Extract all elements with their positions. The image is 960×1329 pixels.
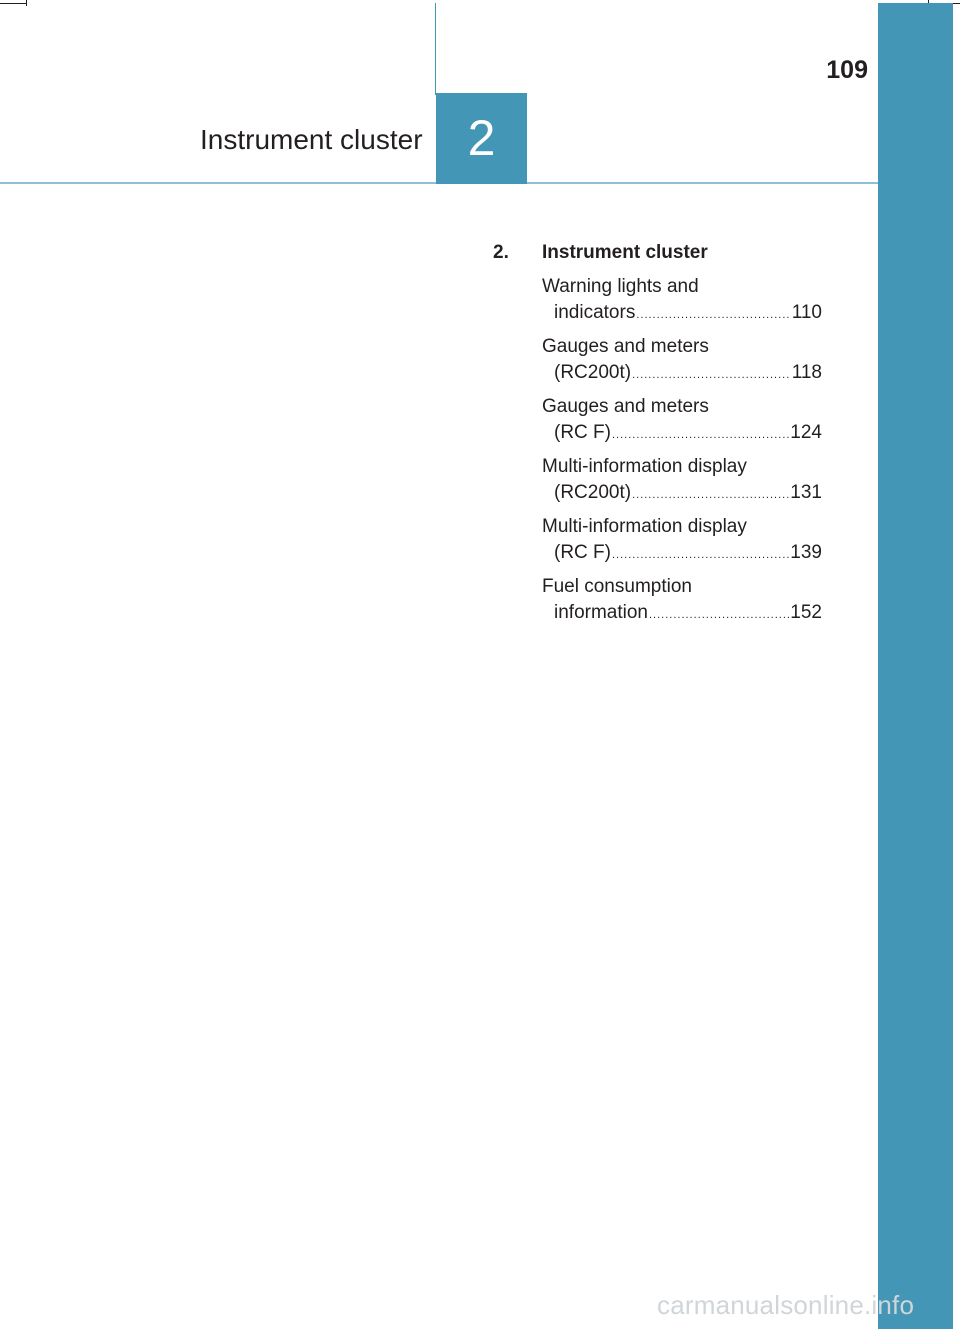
toc-entry-subtitle: (RC200t): [554, 482, 632, 503]
toc-leader-dots: [649, 602, 789, 628]
toc-entry-fuel-consumption[interactable]: [542, 574, 822, 628]
toc-entry-subtitle: information: [554, 602, 648, 623]
chapter-title: Instrument cluster: [200, 124, 423, 155]
toc-entry-title: Gauges and meters: [542, 336, 709, 357]
toc-entry-title: Gauges and meters: [542, 396, 709, 417]
crop-mark: [26, 0, 27, 6]
toc-entry-title: Multi-information display: [542, 516, 747, 537]
toc-entry-page: 124: [790, 422, 822, 443]
watermark-text: carmanualsonline.info: [657, 1290, 915, 1320]
toc-leader-dots: [632, 482, 789, 508]
toc-entry-page: 110: [791, 302, 822, 323]
toc-entry-subtitle: indicators: [554, 302, 636, 323]
toc-entry-page: 131: [790, 482, 822, 503]
toc-entry-gauges-rc200t[interactable]: [542, 334, 822, 388]
toc-entry-warning-lights[interactable]: [542, 274, 822, 328]
toc-entry-page: 139: [790, 542, 822, 563]
toc-leader-dots: [636, 302, 790, 328]
toc-entry-title: Fuel consumption: [542, 576, 692, 597]
toc-entry-mid-rcf[interactable]: [542, 514, 822, 568]
chapter-number-box: [436, 93, 527, 184]
toc-entry-page: 118: [791, 362, 822, 383]
toc-entry-subtitle: (RC200t): [554, 362, 632, 383]
toc-leader-dots: [632, 362, 791, 388]
chapter-side-tab: [878, 3, 953, 1329]
toc-entry-subtitle: (RC F): [554, 422, 611, 443]
header-divider-line: [435, 3, 436, 95]
toc-entry-title: Multi-information display: [542, 456, 747, 477]
section-title: Instrument cluster: [542, 242, 708, 263]
chapter-number: 2: [467, 110, 496, 166]
toc-leader-dots: [612, 542, 789, 568]
page-number: 109: [826, 56, 868, 84]
toc-entry-gauges-rcf[interactable]: [542, 394, 822, 448]
toc-entry-page: 152: [790, 602, 822, 623]
toc-leader-dots: [612, 422, 789, 448]
crop-mark: [0, 3, 26, 4]
toc-entry-mid-rc200t[interactable]: [542, 454, 822, 508]
toc-entry-title: Warning lights and: [542, 276, 699, 297]
section-number: 2.: [493, 242, 509, 263]
toc-entry-subtitle: (RC F): [554, 542, 611, 563]
